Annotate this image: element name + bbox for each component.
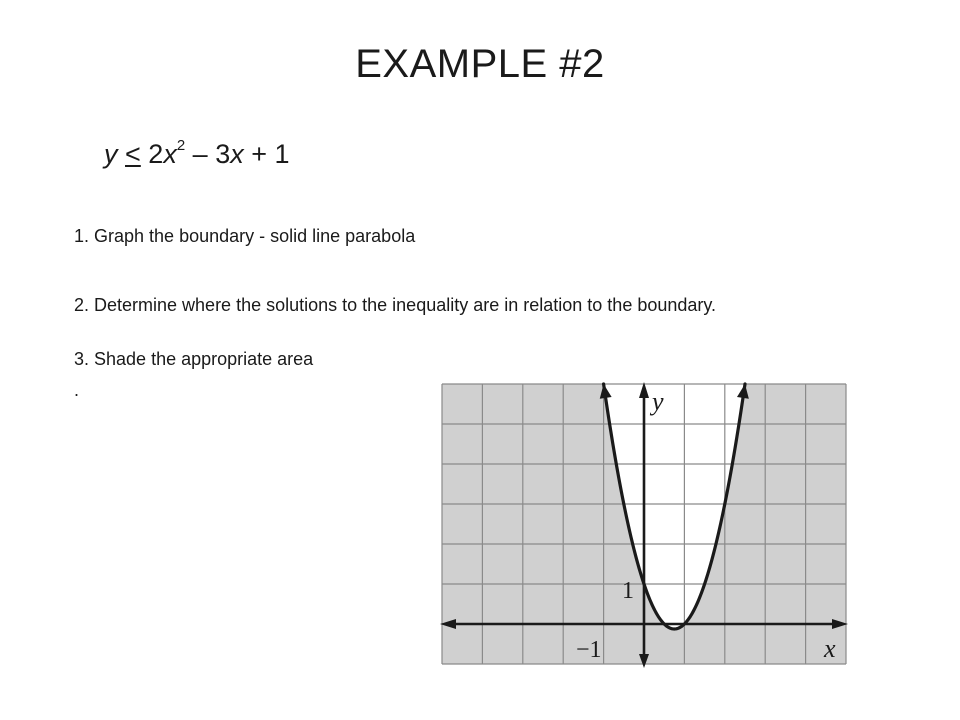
x-axis-label: x (824, 634, 836, 663)
y-tick-label: 1 (622, 578, 634, 604)
step-1: 1. Graph the boundary - solid line parabola (74, 226, 416, 246)
eq-less-equal: < (125, 139, 141, 169)
x-tick-label: −1 (576, 637, 602, 663)
step-2: 2. Determine where the solutions to the inequality are in relation to the boundary. (74, 295, 717, 315)
eq-tail: + 1 (243, 139, 290, 169)
eq-coef1: 2 (140, 139, 164, 169)
eq-y: y (104, 139, 118, 169)
y-axis-label: y (652, 387, 664, 416)
trailing-dot: . (74, 380, 80, 400)
eq-x2: x (230, 139, 244, 169)
eq-rest: – 3 (185, 139, 231, 169)
page-title: EXAMPLE #2 (355, 42, 605, 86)
graph-svg (438, 380, 852, 670)
inequality (104, 136, 290, 172)
graph (438, 380, 852, 670)
eq-exponent: 2 (176, 137, 186, 154)
step-3: 3. Shade the appropriate area (74, 349, 314, 369)
eq-x1: x (163, 139, 177, 169)
